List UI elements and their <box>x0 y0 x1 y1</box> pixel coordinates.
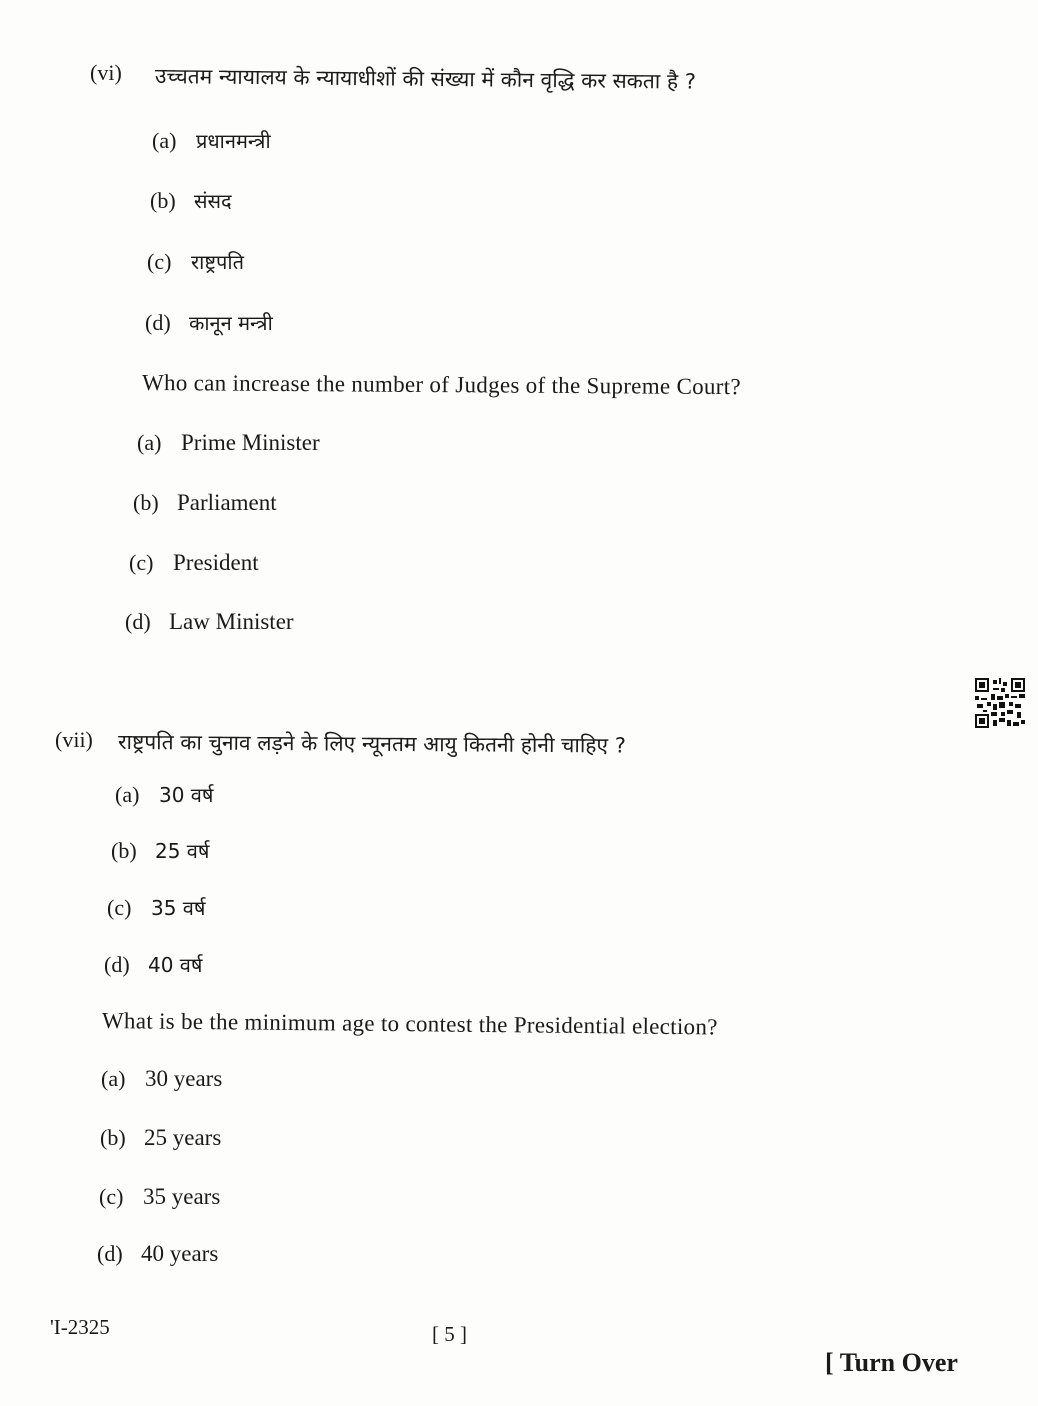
q7-hindi-option-b: (b) 25 वर्ष <box>111 838 210 863</box>
q6-hindi-option-d: (d) कानून मन्त्री <box>145 310 273 335</box>
q6-hindi-option-a: (a) प्रधानमन्त्री <box>152 128 271 153</box>
q7-english-option-d: (d) 40 years <box>97 1241 219 1266</box>
question-6-hindi: उच्चतम न्यायालय के न्यायाधीशों की संख्या में कौन वृद्धि कर सकता है ? <box>154 64 697 94</box>
question-7-hindi: राष्ट्रपति का चुनाव लड़ने के लिए न्यूनतम आयु कितनी होनी चाहिए ? <box>117 730 626 758</box>
q6-english-option-a: (a) Prime Minister <box>137 430 320 455</box>
question-6-number: (vi) <box>90 60 122 85</box>
turn-over-label: [ Turn Over <box>825 1348 958 1377</box>
q7-hindi-option-c: (c) 35 वर्ष <box>107 895 206 920</box>
question-7-number: (vii) <box>55 727 93 752</box>
question-6-english: Who can increase the number of Judges of the Supreme Court? <box>141 370 741 400</box>
qr-code-icon <box>975 678 1025 728</box>
q6-english-option-b: (b) Parliament <box>133 490 277 515</box>
q7-english-option-c: (c) 35 years <box>99 1184 221 1209</box>
q6-english-option-c: (c) President <box>129 550 259 575</box>
q7-english-option-a: (a) 30 years <box>101 1066 223 1091</box>
q6-english-option-d: (d) Law Minister <box>125 609 294 634</box>
question-7-english: What is be the minimum age to contest the Presidential election? <box>101 1008 718 1040</box>
page-number: [ 5 ] <box>432 1322 467 1346</box>
q6-hindi-option-c: (c) राष्ट्रपति <box>147 249 244 274</box>
q7-hindi-option-a: (a) 30 वर्ष <box>115 782 214 807</box>
q6-hindi-option-b: (b) संसद <box>150 188 232 213</box>
q7-hindi-option-d: (d) 40 वर्ष <box>104 952 203 977</box>
paper-code: 'I-2325 <box>50 1315 110 1339</box>
q7-english-option-b: (b) 25 years <box>100 1125 222 1150</box>
